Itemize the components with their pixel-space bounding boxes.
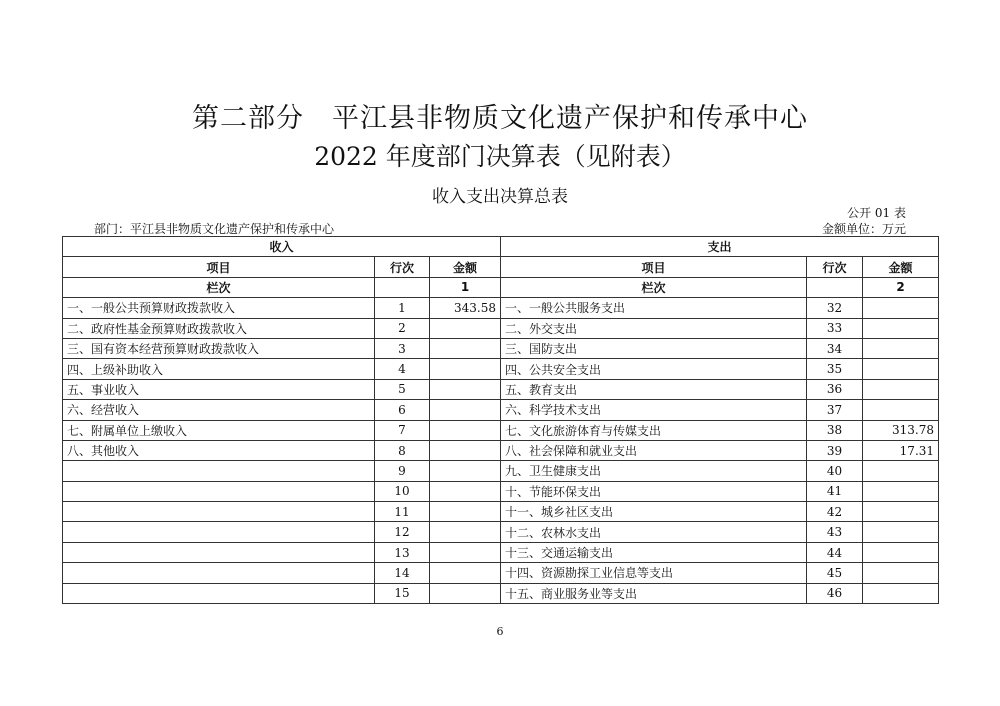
income-column-no-label: 栏次: [63, 277, 375, 297]
income-amount-cell: [430, 542, 501, 562]
income-item-cell: 三、国有资本经营预算财政拨款收入: [63, 338, 375, 358]
income-amount-cell: [430, 318, 501, 338]
table-row: [63, 461, 939, 481]
expense-item-cell: 九、卫生健康支出: [501, 461, 807, 481]
income-item-cell: [63, 563, 375, 583]
income-row-no-header: 行次: [375, 257, 430, 277]
income-amount-cell: [430, 563, 501, 583]
expense-amount-cell: [863, 318, 939, 338]
income-row-no-cell: 9: [375, 461, 430, 481]
income-expense-table: [62, 236, 939, 604]
expense-row-no-cell: 43: [807, 522, 863, 542]
expense-item-cell: 十二、农林水支出: [501, 522, 807, 542]
income-column-no-blank: [375, 277, 430, 297]
income-amount-cell: [430, 440, 501, 460]
amount-unit-label: 金额单位：万元: [821, 222, 906, 236]
income-item-cell: 二、政府性基金预算财政拨款收入: [63, 318, 375, 338]
income-row-no-cell: 15: [375, 583, 430, 603]
table-row: [63, 298, 939, 318]
table-row: [63, 481, 939, 501]
form-number: 公开 01 表: [847, 206, 906, 220]
expense-item-cell: 十五、商业服务业等支出: [501, 583, 807, 603]
income-row-no-cell: 8: [375, 440, 430, 460]
table-row: [63, 440, 939, 460]
income-item-cell: [63, 502, 375, 522]
income-amount-cell: [430, 522, 501, 542]
income-row-no-cell: 3: [375, 338, 430, 358]
income-row-no-cell: 6: [375, 400, 430, 420]
table-row: [63, 400, 939, 420]
table-title: 收入支出决算总表: [432, 187, 568, 207]
expense-item-cell: 十三、交通运输支出: [501, 542, 807, 562]
expense-row-no-cell: 33: [807, 318, 863, 338]
expense-item-cell: 四、公共安全支出: [501, 359, 807, 379]
expense-amount-cell: [863, 563, 939, 583]
expense-amount-cell: [863, 502, 939, 522]
income-row-no-cell: 11: [375, 502, 430, 522]
income-item-cell: [63, 481, 375, 501]
expense-amount-cell: 17.31: [863, 440, 939, 460]
income-amount-cell: 343.58: [430, 298, 501, 318]
expense-item-header: 项目: [501, 257, 807, 277]
income-amount-cell: [430, 420, 501, 440]
income-row-no-cell: 5: [375, 379, 430, 399]
expense-column-no-blank: [807, 277, 863, 297]
income-amount-cell: [430, 583, 501, 603]
income-item-cell: 八、其他收入: [63, 440, 375, 460]
expense-row-no-header: 行次: [807, 257, 863, 277]
expense-amount-cell: [863, 298, 939, 318]
expense-amount-cell: [863, 359, 939, 379]
income-amount-cell: [430, 481, 501, 501]
expense-row-no-cell: 42: [807, 502, 863, 522]
expense-row-no-cell: 45: [807, 563, 863, 583]
expense-amount-cell: 313.78: [863, 420, 939, 440]
income-amount-cell: [430, 461, 501, 481]
expense-column-no: 2: [863, 277, 939, 297]
expense-amount-cell: [863, 583, 939, 603]
expense-item-cell: 十四、资源勘探工业信息等支出: [501, 563, 807, 583]
expense-row-no-cell: 39: [807, 440, 863, 460]
income-amount-cell: [430, 338, 501, 358]
expense-item-cell: 二、外交支出: [501, 318, 807, 338]
income-item-cell: 一、一般公共预算财政拨款收入: [63, 298, 375, 318]
column-number-row: [63, 277, 939, 297]
expense-row-no-cell: 32: [807, 298, 863, 318]
expense-item-cell: 一、一般公共服务支出: [501, 298, 807, 318]
expense-amount-cell: [863, 400, 939, 420]
income-item-cell: [63, 522, 375, 542]
expense-item-cell: 十、节能环保支出: [501, 481, 807, 501]
expense-row-no-cell: 35: [807, 359, 863, 379]
income-row-no-cell: 4: [375, 359, 430, 379]
page-subtitle-year: 2022 年度部门决算表（见附表）: [314, 142, 686, 171]
table-row: [63, 379, 939, 399]
income-item-cell: 六、经营收入: [63, 400, 375, 420]
income-amount-cell: [430, 400, 501, 420]
income-item-header: 项目: [63, 257, 375, 277]
expense-amount-header: 金额: [863, 257, 939, 277]
expense-item-cell: 十一、城乡社区支出: [501, 502, 807, 522]
income-item-cell: 五、事业收入: [63, 379, 375, 399]
expense-column-no-label: 栏次: [501, 277, 807, 297]
expense-amount-cell: [863, 379, 939, 399]
expense-row-no-cell: 46: [807, 583, 863, 603]
expense-row-no-cell: 41: [807, 481, 863, 501]
income-row-no-cell: 14: [375, 563, 430, 583]
income-row-no-cell: 10: [375, 481, 430, 501]
table-row: [63, 359, 939, 379]
income-section-header: 收入: [63, 237, 501, 257]
page-number: 6: [496, 625, 504, 638]
expense-item-cell: 八、社会保障和就业支出: [501, 440, 807, 460]
income-row-no-cell: 12: [375, 522, 430, 542]
table-row: [63, 522, 939, 542]
expense-item-cell: 七、文化旅游体育与传媒支出: [501, 420, 807, 440]
income-amount-cell: [430, 502, 501, 522]
table-row: [63, 338, 939, 358]
expense-item-cell: 五、教育支出: [501, 379, 807, 399]
expense-row-no-cell: 44: [807, 542, 863, 562]
page-title: 第二部分 平江县非物质文化遗产保护和传承中心: [192, 103, 808, 134]
expense-amount-cell: [863, 481, 939, 501]
income-column-no: 1: [430, 277, 501, 297]
column-header-row: [63, 257, 939, 277]
income-item-cell: [63, 461, 375, 481]
income-amount-header: 金额: [430, 257, 501, 277]
expense-row-no-cell: 34: [807, 338, 863, 358]
table-row: [63, 583, 939, 603]
expense-amount-cell: [863, 522, 939, 542]
income-row-no-cell: 1: [375, 298, 430, 318]
income-row-no-cell: 13: [375, 542, 430, 562]
section-header-row: [63, 237, 939, 257]
income-item-cell: 四、上级补助收入: [63, 359, 375, 379]
table-row: [63, 318, 939, 338]
expense-row-no-cell: 36: [807, 379, 863, 399]
expense-section-header: 支出: [501, 237, 939, 257]
table-row: [63, 542, 939, 562]
table-row: [63, 502, 939, 522]
expense-amount-cell: [863, 338, 939, 358]
expense-amount-cell: [863, 461, 939, 481]
expense-item-cell: 六、科学技术支出: [501, 400, 807, 420]
income-row-no-cell: 7: [375, 420, 430, 440]
expense-item-cell: 三、国防支出: [501, 338, 807, 358]
table-row: [63, 420, 939, 440]
expense-row-no-cell: 40: [807, 461, 863, 481]
income-row-no-cell: 2: [375, 318, 430, 338]
income-amount-cell: [430, 359, 501, 379]
income-item-cell: [63, 542, 375, 562]
table-row: [63, 563, 939, 583]
expense-row-no-cell: 38: [807, 420, 863, 440]
expense-row-no-cell: 37: [807, 400, 863, 420]
income-item-cell: [63, 583, 375, 603]
department-label: 部门：平江县非物质文化遗产保护和传承中心: [94, 222, 335, 236]
expense-amount-cell: [863, 542, 939, 562]
income-item-cell: 七、附属单位上缴收入: [63, 420, 375, 440]
income-amount-cell: [430, 379, 501, 399]
